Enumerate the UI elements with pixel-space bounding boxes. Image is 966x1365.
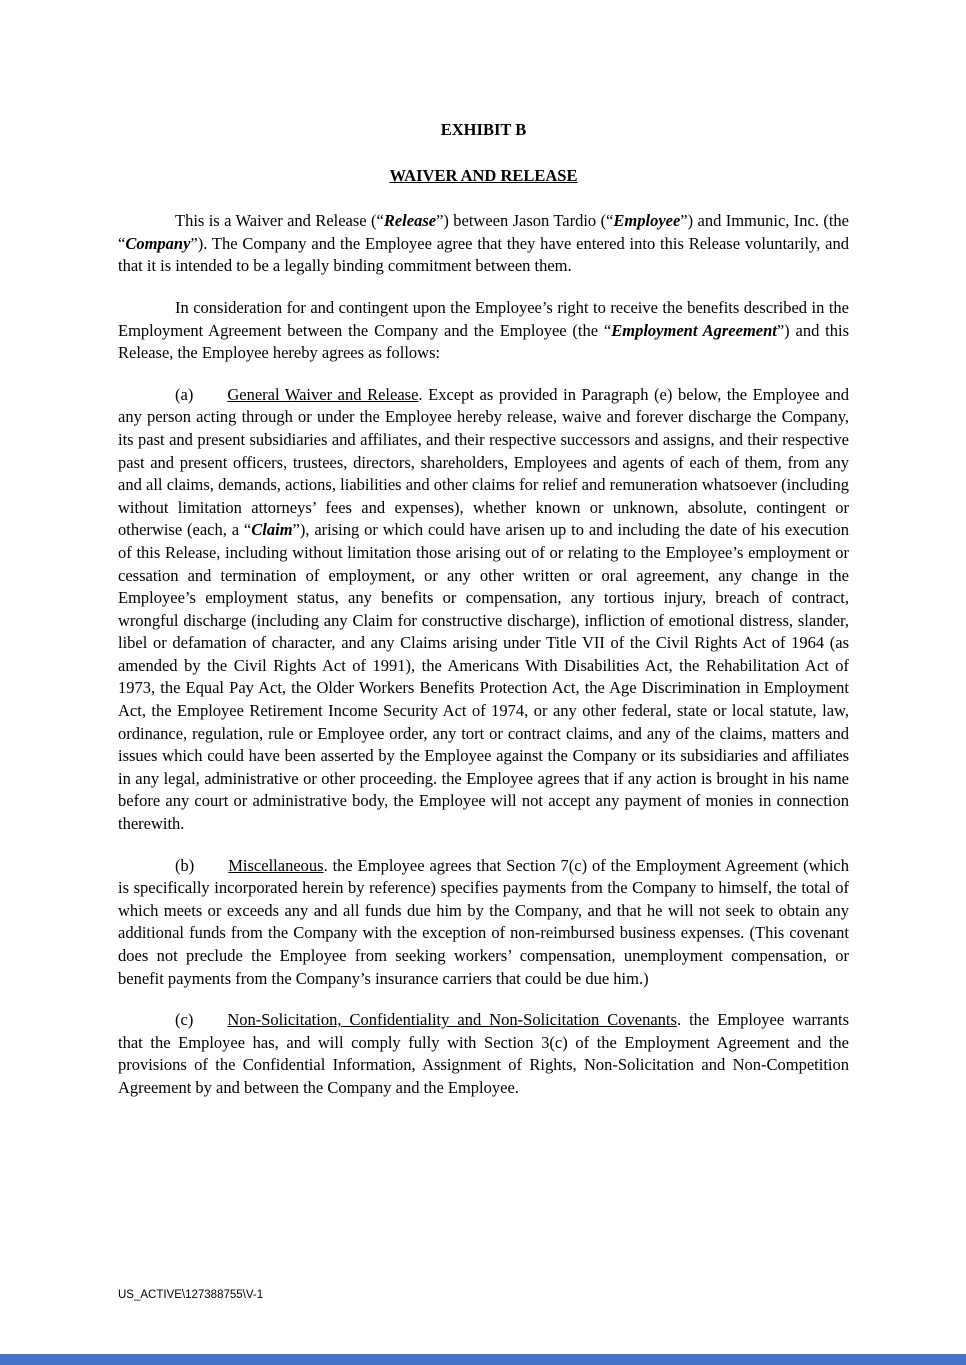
- paragraph: [118, 855, 849, 991]
- text-run: . the Employee warrants that the Employee has, and will comply fully with Section 3(c) of the Employment Agreement and the provisions of the Confidential Information, Assignment of Rights, Non-Solicitation and Non-Competition Agreement by and between the Company and the Employee.: [118, 1010, 850, 1097]
- text-run: General Waiver and Release: [227, 384, 419, 404]
- text-run: Miscellaneous: [228, 855, 324, 875]
- text-run: Non-Solicitation, Confidentiality and Non-Solicitation Covenants: [227, 1010, 677, 1030]
- text-run: ”) and this Release, the Employee hereby agrees as follows:: [118, 320, 849, 363]
- text-run: ”) between Jason Tardio (“: [436, 211, 614, 231]
- text-run: . Except as provided in Paragraph (e) below, the Employee and any person acting through or under the Employee hereby release, waive and forever discharge the Company, its past and present subsidiaries and affiliates, and their respective successors and assigns, and their respective past and present officers, trustees, directors, shareholders, Employees and agents of each of them, from any and all claims, demands, actions, liabilities and other claims for relief and remuneration whatsoever (including without limitation attorneys’ fees and expenses), whether known or unknown, absolute, contingent or otherwise (each, a “: [118, 384, 849, 540]
- document-content: [118, 119, 849, 1119]
- bottom-bar: [0, 1354, 966, 1365]
- paragraph: [118, 297, 849, 365]
- footer-doc-id: US_ACTIVE\127388755\V-1: [118, 1289, 264, 1301]
- paragraph: [118, 384, 849, 836]
- text-run: . the Employee agrees that Section 7(c) of the Employment Agreement (which is specifically incorporated herein by reference) specifies payments from the Company to himself, the total of which meets or exceeds any and all funds due him by the Company, and that he will not seek to obtain any additional funds from the Company with the exception of non-reimbursed business expenses. (This covenant does not preclude the Employee from seeking workers’ compensation, unemployment compensation, or benefit payments from the Company’s insurance carriers that could be due him.): [118, 855, 849, 988]
- text-run: ”), arising or which could have arisen up to and including the date of his execution of this Release, including without limitation those arising out of or relating to the Employee’s employment or cessation and termination of employment, or any other written or oral agreement, any change in the Employee’s employment status, any benefits or compensation, any tortious injury, breach of contract, wrongful discharge (including any Claim for constructive discharge), infliction of emotional distress, slander, libel or defamation of character, and any Claims arising under Title VII of the Civil Rights Act of 1964 (as amended by the Civil Rights Act of 1991), the Americans With Disabilities Act, the Rehabilitation Act of 1973, the Equal Pay Act, the Older Workers Benefits Protection Act, the Age Discrimination in Employment Act, the Employee Retirement Income Security Act of 1974, or any other federal, state or local statute, law, ordinance, regulation, rule or Employee order, any tort or contract claims, and any of the claims, matters and issues which could have been asserted by the Employee against the Company or its subsidiaries and affiliates in any legal, administrative or other proceeding. the Employee agrees that if any action is brought in his name before any court or administrative body, the Employee will not accept any payment of monies in connection therewith.: [118, 520, 849, 834]
- text-run: Claim: [251, 520, 293, 540]
- text-run: Employment Agreement: [611, 320, 777, 340]
- text-run: ”) and Immunic, Inc. (the “: [118, 211, 849, 253]
- text-run: (c): [175, 1010, 194, 1030]
- text-run: ”). The Company and the Employee agree that they have entered into this Release voluntarily, and that it is intended to be a legally binding commitment between them.: [118, 233, 849, 276]
- document-title: WAIVER AND RELEASE: [389, 165, 578, 185]
- text-run: (a): [175, 384, 194, 404]
- paragraph: [118, 1009, 849, 1099]
- text-run: Employee: [613, 211, 681, 231]
- exhibit-title: EXHIBIT B: [440, 120, 527, 139]
- document-body: [118, 210, 849, 1099]
- text-run: Company: [125, 233, 191, 253]
- text-run: (b): [175, 855, 195, 875]
- paragraph: [118, 210, 849, 278]
- text-run: Release: [383, 211, 437, 231]
- text-run: This is a Waiver and Release (“: [175, 211, 384, 231]
- text-run: In consideration for and contingent upon the Employee’s right to receive the benefits described in the Employment Agreement between the Company and the Employee (the “: [118, 297, 849, 340]
